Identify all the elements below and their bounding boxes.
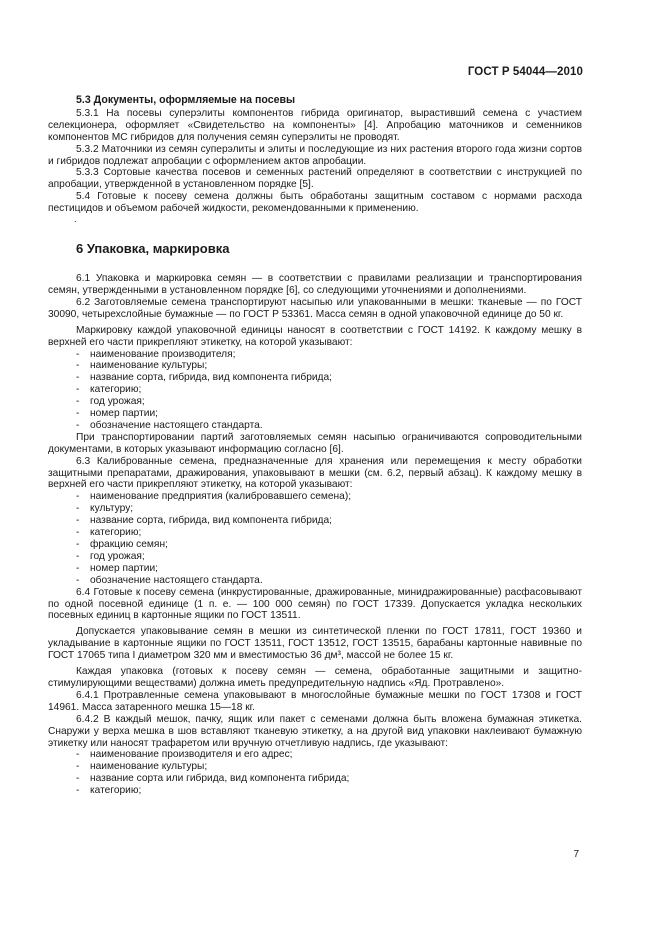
list-bullet: - xyxy=(76,773,80,785)
paragraph: 6.4.1 Протравленные семена упаковывают в многослойные бумажные мешки по ГОСТ 17308 и ГОСТ 14961. Масса затаренного мешка 15—18 кг. xyxy=(48,689,582,713)
list-item xyxy=(48,527,582,539)
list-item xyxy=(48,563,582,575)
paragraph: 5.3.1 На посевы суперэлиты компонентов гибрида оригинатор, вырастивший семена с участием селекционера, оформляет «Свидетельство на компоненты» [4]. Апробацию маточников и семенников компонентов МС гибридов для получения семян суперэлиты не проводят. xyxy=(48,107,582,143)
list-item-text: категорию; xyxy=(90,527,142,539)
list-item-text: фракцию семян; xyxy=(90,539,168,550)
list-item-text: год урожая; xyxy=(90,550,145,562)
list-item-text: номер партии; xyxy=(90,562,158,574)
list-bullet: - xyxy=(76,372,80,384)
list-item xyxy=(48,575,582,587)
list-item-text: категорию; xyxy=(90,785,142,797)
list-item-text: наименование производителя и его адрес; xyxy=(90,749,293,761)
list-item xyxy=(48,360,582,372)
list-bullet: - xyxy=(76,348,80,360)
list-item-text: культуру; xyxy=(90,503,134,515)
list-bullet: - xyxy=(76,360,80,372)
paragraph: Маркировку каждой упаковочной единицы наносят в соответствии с ГОСТ 14192. К каждому мешку в верхней его части прикрепляют этикетку, на которой указывают: xyxy=(48,324,582,348)
list-item-text: обозначение настоящего стандарта. xyxy=(90,419,263,431)
paragraph: Допускается упаковывание семян в мешки из синтетической пленки по ГОСТ 17811, ГОСТ 19360 и укладывание в картонные ящики по ГОСТ 13511, ГОСТ 13512, ГОСТ 13515, барабаны картонные навивные по ГОСТ 17065 типа I диаметром 320 мм и вместимостью 36 дм³, массой не более 15 кг. xyxy=(48,626,582,662)
document-body xyxy=(48,95,582,797)
paragraph: 6.4.2 В каждый мешок, пачку, ящик или пакет с семенами должна быть вложена бумажная этикетка. Снаружи у верха мешка в шов вставляют тканевую этикетку, а на другой вид упаковки наклеивают бумажную этикетку или наносят трафаретом или вручную отчетливую надпись, где указывают: xyxy=(48,713,582,749)
list-bullet: - xyxy=(76,384,80,396)
list-bullet: - xyxy=(76,539,80,550)
list-bullet: - xyxy=(76,396,80,408)
list-item xyxy=(48,551,582,563)
list-item xyxy=(48,396,582,408)
list-item xyxy=(48,372,582,384)
list-bullet: - xyxy=(76,562,80,574)
list-item-text: категорию; xyxy=(90,384,142,396)
list-bullet: - xyxy=(76,527,80,539)
paragraph: 5.4 Готовые к посеву семена должны быть обработаны защитным составом с нормами расхода пестицидов и объемом рабочей жидкости, рекомендованными к применению. xyxy=(48,191,582,215)
list-item xyxy=(48,503,582,515)
list-item xyxy=(48,515,582,527)
paragraph: 6.3 Калиброванные семена, предназначенные для хранения или перемещения к месту обработки защитными препаратами, дражирования, упаковывают в мешки (см. 6.2, первый абзац). К каждому мешку в верхней его части прикрепляют этикетку, на которой указывают: xyxy=(48,455,582,491)
list-item-text: название сорта или гибрида, вид компонента гибрида; xyxy=(90,773,350,785)
list-item xyxy=(48,349,582,361)
subsection-heading: 5.3 Документы, оформляемые на посевы xyxy=(76,94,296,106)
list-bullet: - xyxy=(76,550,80,562)
section-heading: 6 Упаковка, маркировка xyxy=(76,241,230,257)
document-header: ГОСТ Р 54044—2010 xyxy=(467,66,583,78)
paragraph: При транспортировании партий заготовляемых семян насыпью ограничиваются сопроводительными документами, в которых указывают информацию согласно [6]. xyxy=(48,431,582,455)
list-item xyxy=(48,749,582,761)
list-item-text: название сорта, гибрида, вид компонента гибрида; xyxy=(90,372,332,384)
list-item-text: наименование предприятия (калибровавшего семена); xyxy=(90,491,352,503)
paragraph: 5.3.2 Маточники из семян суперэлиты и элиты и последующие из них растения второго года жизни сортов и гибридов подлежат апробации с оформлением актов апробации. xyxy=(48,143,582,167)
list-bullet: - xyxy=(76,408,80,420)
list-item-text: наименование производителя; xyxy=(90,348,236,360)
stray-dot: . xyxy=(74,214,77,225)
list-bullet: - xyxy=(76,785,80,797)
paragraph: 5.3.3 Сортовые качества посевов и семенных растений определяют в соответствии с инструкцией по апробации, утвержденной в установленном порядке [5]. xyxy=(48,167,582,191)
list-item-text: обозначение настоящего стандарта. xyxy=(90,574,263,586)
paragraph: 6.1 Упаковка и маркировка семян — в соответствии с правилами реализации и транспортирования семян, утвержденными в установленном порядке [6], со следующими уточнениями и дополнениями. xyxy=(48,273,582,296)
list-bullet: - xyxy=(76,515,80,527)
list-item xyxy=(48,420,582,432)
list-item xyxy=(48,761,582,773)
list-item xyxy=(48,539,582,551)
list-item-text: наименование культуры; xyxy=(90,761,208,773)
list-bullet: - xyxy=(76,503,80,515)
paragraph: 6.4 Готовые к посеву семена (инкрустированные, дражированные, минидражированные) расфасовывают по одной посевной единице (1 п. е. — 100 000 семян) по ГОСТ 17339. Допускается укладка нескольких посевных единиц в картонные ящики по ГОСТ 13511. xyxy=(48,586,582,622)
list-item xyxy=(48,785,582,797)
paragraph: Каждая упаковка (готовых к посеву семян — семена, обработанные защитными и защитно-стимулирующими веществами) должна иметь предупредительную надпись «Яд. Протравлено». xyxy=(48,666,582,689)
list-bullet: - xyxy=(76,749,80,761)
list-item-text: год урожая; xyxy=(90,396,145,408)
list-bullet: - xyxy=(76,419,80,431)
list-bullet: - xyxy=(76,761,80,773)
list-item-text: название сорта, гибрида, вид компонента гибрида; xyxy=(90,515,332,527)
list-bullet: - xyxy=(76,491,80,503)
page-number: 7 xyxy=(573,849,579,860)
list-item xyxy=(48,491,582,503)
list-item xyxy=(48,408,582,420)
paragraph: 6.2 Заготовляемые семена транспортируют насыпью или упакованными в мешки: тканевые — по ГОСТ 30090, четырехслойные бумажные — по ГОСТ Р 53361. Масса семян в одной упаковочной единице до 50 кг. xyxy=(48,296,582,320)
list-item xyxy=(48,384,582,396)
list-bullet: - xyxy=(76,574,80,586)
list-item xyxy=(48,773,582,785)
list-item-text: наименование культуры; xyxy=(90,360,208,372)
list-item-text: номер партии; xyxy=(90,408,158,420)
